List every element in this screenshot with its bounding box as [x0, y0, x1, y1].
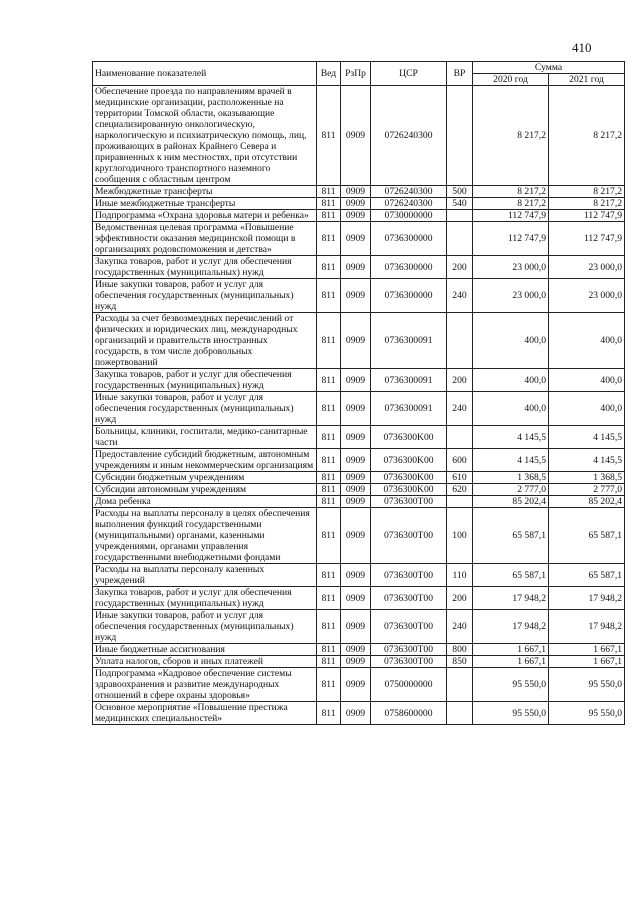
cell-vr: 200 [447, 587, 473, 610]
cell-ved: 811 [317, 279, 341, 313]
table-row [93, 313, 625, 369]
cell-vr: 600 [447, 449, 473, 472]
cell-name: Расходы на выплаты персоналу в целях обеспечения выполнения функций государственными (муниципальными) органами, казенными учреждениями, органами управления государственными внебюджетными фондами [93, 508, 317, 564]
cell-csr: 0736300091 [371, 369, 447, 392]
cell-vr: 540 [447, 198, 473, 210]
cell-name: Иные закупки товаров, работ и услуг для обеспечения государственных (муниципальных) нужд [93, 279, 317, 313]
cell-vr: 240 [447, 279, 473, 313]
cell-ved: 811 [317, 668, 341, 702]
cell-rzpr: 0909 [341, 587, 371, 610]
cell-rzpr: 0909 [341, 656, 371, 668]
cell-name: Ведомственная целевая программа «Повышение эффективности оказания медицинской помощи в организациях родовспоможения и детства» [93, 222, 317, 256]
cell-rzpr: 0909 [341, 702, 371, 725]
cell-2021: 400,0 [549, 392, 625, 426]
cell-vr [447, 210, 473, 222]
cell-2020: 400,0 [473, 369, 549, 392]
table-row [93, 222, 625, 256]
cell-2021: 8 217,2 [549, 198, 625, 210]
cell-ved: 811 [317, 610, 341, 644]
cell-rzpr: 0909 [341, 564, 371, 587]
cell-name: Иные закупки товаров, работ и услуг для обеспечения государственных (муниципальных) нужд [93, 392, 317, 426]
cell-csr: 0736300K00 [371, 472, 447, 484]
cell-2020: 8 217,2 [473, 198, 549, 210]
cell-name: Закупка товаров, работ и услуг для обеспечения государственных (муниципальных) нужд [93, 256, 317, 279]
cell-name: Подпрограмма «Охрана здоровья матери и ребенка» [93, 210, 317, 222]
cell-name: Субсидии бюджетным учреждениям [93, 472, 317, 484]
cell-2020: 400,0 [473, 392, 549, 426]
cell-ved: 811 [317, 426, 341, 449]
cell-ved: 811 [317, 656, 341, 668]
cell-csr: 0736300T00 [371, 610, 447, 644]
cell-rzpr: 0909 [341, 369, 371, 392]
cell-2020: 23 000,0 [473, 256, 549, 279]
cell-ved: 811 [317, 256, 341, 279]
cell-csr: 0736300K00 [371, 449, 447, 472]
cell-2020: 95 550,0 [473, 668, 549, 702]
cell-csr: 0726240300 [371, 86, 447, 186]
cell-2020: 95 550,0 [473, 702, 549, 725]
table-row [93, 279, 625, 313]
page-number: 410 [572, 40, 592, 55]
cell-rzpr: 0909 [341, 186, 371, 198]
cell-vr: 240 [447, 610, 473, 644]
cell-ved: 811 [317, 644, 341, 656]
header-rzpr: РзПр [341, 62, 371, 86]
table-row [93, 496, 625, 508]
cell-2020: 400,0 [473, 313, 549, 369]
cell-rzpr: 0909 [341, 484, 371, 496]
cell-2021: 2 777,0 [549, 484, 625, 496]
cell-rzpr: 0909 [341, 426, 371, 449]
cell-name: Иные бюджетные ассигнования [93, 644, 317, 656]
cell-2021: 8 217,2 [549, 186, 625, 198]
table-row [93, 86, 625, 186]
cell-vr: 850 [447, 656, 473, 668]
cell-rzpr: 0909 [341, 449, 371, 472]
cell-csr: 0736300091 [371, 392, 447, 426]
cell-rzpr: 0909 [341, 610, 371, 644]
cell-vr [447, 496, 473, 508]
cell-csr: 0736300T00 [371, 587, 447, 610]
cell-name: Субсидии автономным учреждениям [93, 484, 317, 496]
cell-ved: 811 [317, 449, 341, 472]
table-row [93, 656, 625, 668]
table-row [93, 484, 625, 496]
cell-csr: 0736300T00 [371, 656, 447, 668]
cell-2021: 95 550,0 [549, 702, 625, 725]
cell-ved: 811 [317, 313, 341, 369]
table-row [93, 256, 625, 279]
cell-2021: 8 217,2 [549, 86, 625, 186]
cell-vr [447, 86, 473, 186]
table-row [93, 610, 625, 644]
cell-2020: 65 587,1 [473, 564, 549, 587]
header-vr: ВР [447, 62, 473, 86]
cell-name: Межбюджетные трансферты [93, 186, 317, 198]
cell-vr: 800 [447, 644, 473, 656]
cell-csr: 0758600000 [371, 702, 447, 725]
cell-rzpr: 0909 [341, 86, 371, 186]
cell-2021: 65 587,1 [549, 564, 625, 587]
cell-2021: 85 202,4 [549, 496, 625, 508]
header-2021: 2021 год [549, 74, 625, 86]
cell-vr: 240 [447, 392, 473, 426]
cell-2020: 1 368,5 [473, 472, 549, 484]
cell-2021: 23 000,0 [549, 256, 625, 279]
cell-ved: 811 [317, 508, 341, 564]
cell-ved: 811 [317, 222, 341, 256]
cell-2020: 1 667,1 [473, 644, 549, 656]
cell-2020: 4 145,5 [473, 426, 549, 449]
cell-ved: 811 [317, 472, 341, 484]
table-row [93, 392, 625, 426]
cell-vr: 500 [447, 186, 473, 198]
cell-ved: 811 [317, 587, 341, 610]
cell-csr: 0726240300 [371, 198, 447, 210]
cell-name: Обеспечение проезда по направлениям врачей в медицинские организации, расположенные на территории Томской области, оказывающие специализированную онкологическую, наркологическую и психиатрическую помощь, лиц, проживающих в районах Крайнего Севера и приравненных к ним местностях, при отсутствии круглогодичного транспортного наземного сообщения с областным центром [93, 86, 317, 186]
cell-2021: 4 145,5 [549, 449, 625, 472]
cell-2021: 95 550,0 [549, 668, 625, 702]
cell-csr: 0736300T00 [371, 644, 447, 656]
cell-2021: 112 747,9 [549, 222, 625, 256]
header-csr: ЦСР [371, 62, 447, 86]
cell-2021: 4 145,5 [549, 426, 625, 449]
cell-csr: 0736300000 [371, 256, 447, 279]
cell-vr [447, 426, 473, 449]
cell-vr: 200 [447, 369, 473, 392]
table-row [93, 186, 625, 198]
cell-vr [447, 702, 473, 725]
cell-vr: 110 [447, 564, 473, 587]
cell-name: Предоставление субсидий бюджетным, автономным учреждениям и иным некоммерческим организациям [93, 449, 317, 472]
cell-name: Дома ребенка [93, 496, 317, 508]
table-row [93, 668, 625, 702]
cell-2020: 17 948,2 [473, 587, 549, 610]
table-row [93, 198, 625, 210]
cell-csr: 0736300K00 [371, 426, 447, 449]
cell-2020: 85 202,4 [473, 496, 549, 508]
table-row [93, 644, 625, 656]
cell-csr: 0730000000 [371, 210, 447, 222]
cell-vr [447, 668, 473, 702]
cell-2021: 17 948,2 [549, 610, 625, 644]
cell-name: Основное мероприятие «Повышение престижа медицинских специальностей» [93, 702, 317, 725]
header-name: Наименование показателей [93, 62, 317, 86]
table-row [93, 702, 625, 725]
cell-2021: 400,0 [549, 313, 625, 369]
budget-table [92, 61, 625, 725]
header-2020: 2020 год [473, 74, 549, 86]
cell-name: Расходы на выплаты персоналу казенных учреждений [93, 564, 317, 587]
cell-name: Расходы за счет безвозмездных перечислений от физических и юридических лиц, международных организаций и правительств иностранных государств, в том числе добровольных пожертвований [93, 313, 317, 369]
cell-csr: 0750000000 [371, 668, 447, 702]
table-row [93, 472, 625, 484]
cell-ved: 811 [317, 210, 341, 222]
cell-ved: 811 [317, 198, 341, 210]
cell-name: Подпрограмма «Кадровое обеспечение системы здравоохранения и развитие международных отношений в сфере охраны здоровья» [93, 668, 317, 702]
cell-ved: 811 [317, 369, 341, 392]
cell-2020: 112 747,9 [473, 222, 549, 256]
cell-name: Уплата налогов, сборов и иных платежей [93, 656, 317, 668]
table-row [93, 587, 625, 610]
cell-2020: 8 217,2 [473, 86, 549, 186]
cell-2021: 1 667,1 [549, 644, 625, 656]
cell-name: Иные межбюджетные трансферты [93, 198, 317, 210]
cell-csr: 0736300091 [371, 313, 447, 369]
cell-2020: 112 747,9 [473, 210, 549, 222]
cell-vr: 620 [447, 484, 473, 496]
table-row [93, 369, 625, 392]
table-row [93, 508, 625, 564]
cell-rzpr: 0909 [341, 222, 371, 256]
cell-name: Иные закупки товаров, работ и услуг для обеспечения государственных (муниципальных) нужд [93, 610, 317, 644]
cell-rzpr: 0909 [341, 313, 371, 369]
cell-csr: 0736300000 [371, 279, 447, 313]
cell-vr: 200 [447, 256, 473, 279]
cell-rzpr: 0909 [341, 472, 371, 484]
cell-2021: 65 587,1 [549, 508, 625, 564]
table-row [93, 426, 625, 449]
cell-2020: 4 145,5 [473, 449, 549, 472]
cell-ved: 811 [317, 86, 341, 186]
cell-rzpr: 0909 [341, 508, 371, 564]
cell-2020: 2 777,0 [473, 484, 549, 496]
cell-2020: 23 000,0 [473, 279, 549, 313]
cell-rzpr: 0909 [341, 644, 371, 656]
cell-2020: 1 667,1 [473, 656, 549, 668]
cell-ved: 811 [317, 484, 341, 496]
cell-vr [447, 313, 473, 369]
cell-ved: 811 [317, 186, 341, 198]
cell-csr: 0736300K00 [371, 484, 447, 496]
cell-rzpr: 0909 [341, 210, 371, 222]
table-row [93, 564, 625, 587]
cell-csr: 0736300T00 [371, 564, 447, 587]
cell-2021: 23 000,0 [549, 279, 625, 313]
cell-vr [447, 222, 473, 256]
cell-ved: 811 [317, 564, 341, 587]
cell-csr: 0736300T00 [371, 508, 447, 564]
cell-rzpr: 0909 [341, 392, 371, 426]
cell-csr: 0736300T00 [371, 496, 447, 508]
cell-2021: 17 948,2 [549, 587, 625, 610]
cell-ved: 811 [317, 496, 341, 508]
header-ved: Вед [317, 62, 341, 86]
cell-2020: 65 587,1 [473, 508, 549, 564]
cell-2021: 400,0 [549, 369, 625, 392]
cell-2021: 1 667,1 [549, 656, 625, 668]
cell-ved: 811 [317, 392, 341, 426]
cell-2020: 8 217,2 [473, 186, 549, 198]
cell-csr: 0726240300 [371, 186, 447, 198]
table-row [93, 210, 625, 222]
cell-2021: 1 368,5 [549, 472, 625, 484]
cell-rzpr: 0909 [341, 198, 371, 210]
cell-name: Закупка товаров, работ и услуг для обеспечения государственных (муниципальных) нужд [93, 587, 317, 610]
cell-vr: 100 [447, 508, 473, 564]
cell-2020: 17 948,2 [473, 610, 549, 644]
cell-rzpr: 0909 [341, 668, 371, 702]
cell-rzpr: 0909 [341, 256, 371, 279]
cell-rzpr: 0909 [341, 279, 371, 313]
cell-vr: 610 [447, 472, 473, 484]
cell-2021: 112 747,9 [549, 210, 625, 222]
header-sum: Сумма [473, 62, 625, 74]
cell-rzpr: 0909 [341, 496, 371, 508]
cell-name: Закупка товаров, работ и услуг для обеспечения государственных (муниципальных) нужд [93, 369, 317, 392]
cell-ved: 811 [317, 702, 341, 725]
table-row [93, 449, 625, 472]
cell-csr: 0736300000 [371, 222, 447, 256]
cell-name: Больницы, клиники, госпитали, медико-санитарные части [93, 426, 317, 449]
